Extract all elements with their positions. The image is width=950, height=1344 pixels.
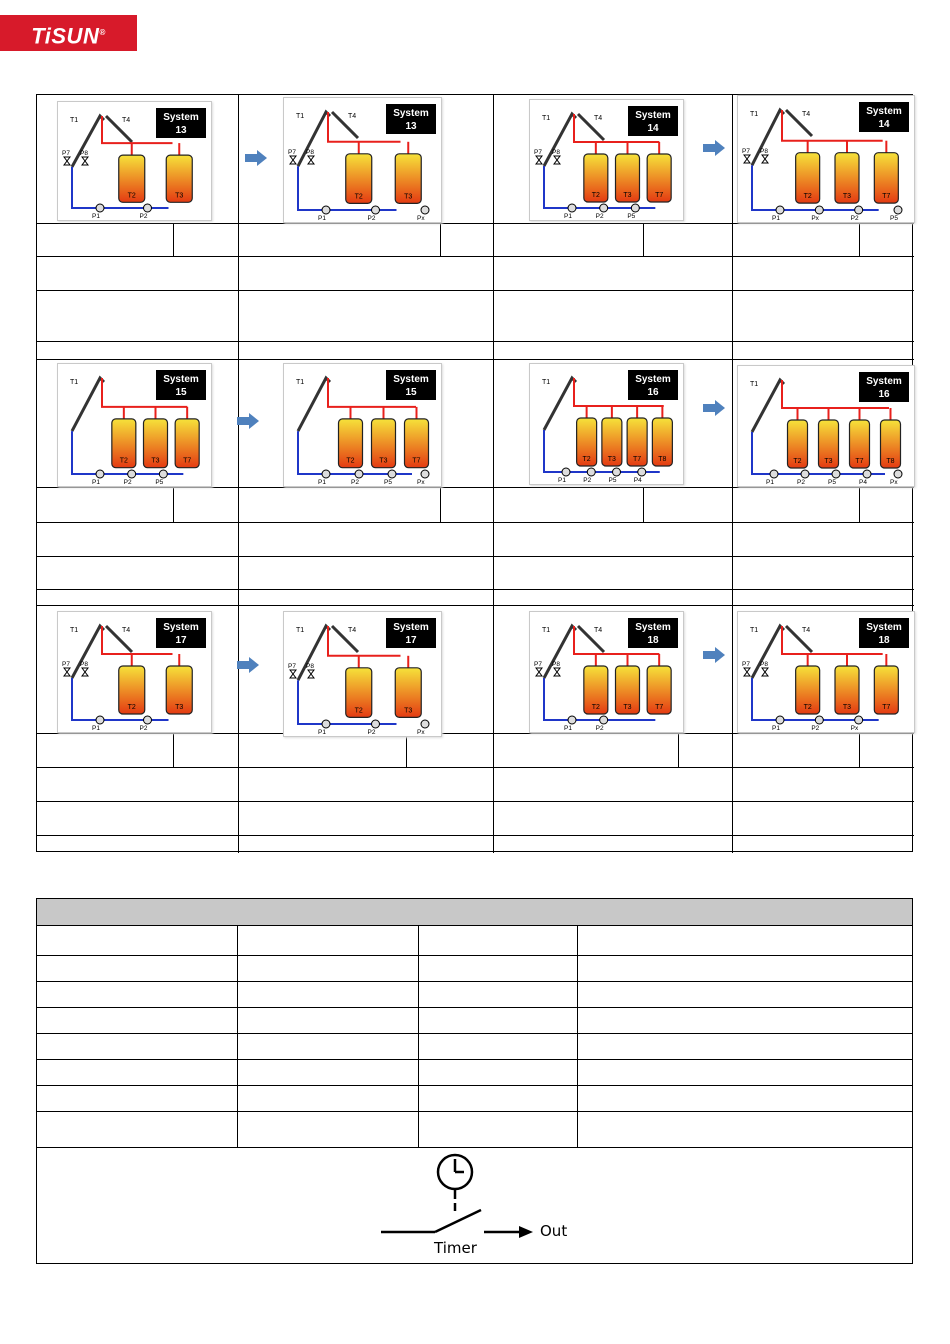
- tank-label: T8: [886, 458, 895, 465]
- row-rule: [37, 359, 914, 360]
- cell-rule: [643, 223, 644, 256]
- sensor-label: T4: [802, 111, 811, 118]
- row-rule: [37, 955, 912, 956]
- system-number: 14: [647, 123, 659, 134]
- valve-icon: [308, 670, 314, 678]
- row-rule: [37, 341, 914, 342]
- system-schematic: [530, 364, 683, 484]
- system-label: System: [635, 374, 671, 385]
- pump-icon: [128, 470, 136, 478]
- tank-label: T2: [127, 192, 136, 200]
- pump-label: P1: [92, 213, 100, 220]
- pump-icon: [421, 470, 429, 478]
- pump-icon: [613, 468, 621, 476]
- pump-icon: [776, 206, 784, 214]
- row-rule: [37, 1111, 912, 1112]
- pump-label: Px: [417, 729, 425, 736]
- valve-label: P7: [534, 149, 542, 156]
- system-diagram: [737, 365, 915, 487]
- cell-rule: [859, 487, 860, 522]
- system-number: 18: [647, 635, 659, 646]
- tank-label: T2: [591, 704, 600, 711]
- systems-grid: [36, 94, 913, 852]
- pump-label: P5: [384, 479, 392, 486]
- system-label: System: [163, 374, 199, 385]
- pump-icon: [562, 468, 570, 476]
- pump-icon: [372, 206, 380, 214]
- valve-label: P8: [80, 661, 88, 668]
- system-label: System: [163, 622, 199, 633]
- cell-rule: [440, 223, 441, 256]
- valve-label: P7: [534, 661, 542, 668]
- column-rule: [238, 95, 239, 853]
- arrow-right-icon: [703, 647, 725, 663]
- pump-icon: [144, 716, 152, 724]
- sensor-label: T1: [542, 115, 551, 122]
- tank-label: T7: [655, 192, 664, 199]
- system-schematic: [284, 612, 441, 736]
- tank-label: T3: [824, 458, 833, 465]
- tank-label: T7: [882, 193, 891, 201]
- row-rule: [37, 605, 914, 606]
- tank-label: T8: [658, 456, 667, 463]
- pump-icon: [600, 204, 608, 212]
- pump-icon: [776, 716, 784, 724]
- system-number: 13: [405, 121, 417, 132]
- valve-icon: [762, 668, 768, 676]
- sensor-label: T1: [296, 627, 305, 634]
- arrow-right-icon: [703, 400, 725, 416]
- pump-icon: [631, 204, 639, 212]
- pump-label: Px: [850, 725, 859, 732]
- column-rule: [418, 925, 419, 1147]
- out-arrow-icon: [519, 1226, 533, 1238]
- pump-icon: [388, 470, 396, 478]
- tank-label: T3: [607, 456, 616, 463]
- system-label: System: [866, 622, 902, 633]
- pump-icon: [144, 204, 152, 212]
- tank-label: T2: [354, 193, 363, 201]
- cell-rule: [859, 733, 860, 767]
- valve-label: P8: [306, 663, 314, 670]
- tank-label: T3: [842, 704, 852, 711]
- column-rule: [493, 95, 494, 853]
- valve-icon: [744, 155, 750, 163]
- row-rule: [37, 835, 914, 836]
- sensor-label: T4: [802, 627, 811, 634]
- pump-label: P1: [92, 725, 100, 732]
- function-table: [36, 898, 913, 1264]
- sensor-label: T4: [594, 627, 603, 634]
- system-label: System: [866, 376, 902, 387]
- pump-icon: [421, 206, 429, 214]
- tank-label: T2: [582, 456, 591, 463]
- sensor-label: T4: [122, 117, 131, 124]
- sensor-label: T4: [348, 113, 357, 120]
- valve-label: P8: [552, 661, 560, 668]
- system-number: 14: [878, 119, 890, 130]
- valve-icon: [554, 156, 560, 164]
- pump-label: P1: [558, 477, 566, 484]
- valve-label: P8: [760, 661, 768, 668]
- sensor-label: T4: [122, 627, 131, 634]
- arrow-right-icon: [237, 657, 259, 673]
- system-schematic: [738, 96, 914, 222]
- pump-label: P1: [318, 479, 326, 486]
- pump-label: P2: [811, 725, 820, 732]
- tank-label: T7: [655, 704, 664, 711]
- system-label: System: [866, 106, 902, 117]
- sensor-label: T1: [296, 113, 305, 120]
- system-schematic: [58, 364, 211, 486]
- pump-icon: [832, 470, 840, 478]
- tank-label: T2: [803, 193, 812, 201]
- valve-icon: [744, 668, 750, 676]
- pump-label: P4: [633, 477, 642, 484]
- system-label: System: [163, 112, 199, 123]
- system-number: 15: [405, 387, 417, 398]
- sensor-label: T4: [348, 627, 357, 634]
- pump-icon: [96, 470, 104, 478]
- row-rule: [37, 256, 914, 257]
- valve-icon: [536, 668, 542, 676]
- pump-label: P2: [139, 725, 148, 732]
- tank-label: T2: [354, 707, 363, 715]
- system-label: System: [635, 622, 671, 633]
- pump-label: P2: [367, 729, 376, 736]
- pump-icon: [587, 468, 595, 476]
- system-number: 17: [405, 635, 417, 646]
- pump-label: P1: [772, 215, 780, 222]
- pump-icon: [568, 716, 576, 724]
- valve-label: P8: [80, 150, 88, 157]
- pump-icon: [322, 206, 330, 214]
- row-rule: [37, 925, 912, 926]
- valve-label: P8: [306, 149, 314, 156]
- system-schematic: [58, 612, 211, 732]
- sensor-label: T1: [70, 379, 79, 386]
- row-rule: [37, 1085, 912, 1086]
- sensor-label: T1: [296, 379, 305, 386]
- sensor-label: T1: [542, 627, 551, 634]
- pump-label: P2: [595, 725, 604, 732]
- row-rule: [37, 522, 914, 523]
- collector-panel: [298, 112, 330, 166]
- tank-label: T2: [793, 458, 802, 465]
- tank-label: T3: [404, 707, 413, 715]
- out-label: Out: [540, 1222, 568, 1240]
- pump-icon: [372, 720, 380, 728]
- valve-label: P7: [288, 663, 296, 670]
- pump-icon: [894, 206, 902, 214]
- valve-icon: [554, 668, 560, 676]
- system-number: 13: [175, 125, 187, 136]
- pump-icon: [855, 716, 863, 724]
- system-number: 16: [878, 389, 890, 400]
- system-diagram: [283, 363, 442, 487]
- cell-rule: [678, 733, 679, 767]
- tank-label: T2: [127, 704, 136, 711]
- pump-label: P5: [608, 477, 617, 484]
- sensor-label: T1: [542, 379, 551, 386]
- pump-icon: [770, 470, 778, 478]
- pump-label: P5: [890, 215, 898, 222]
- tank-label: T7: [855, 458, 864, 465]
- valve-icon: [290, 156, 296, 164]
- row-rule: [37, 1059, 912, 1060]
- row-rule: [37, 801, 914, 802]
- pump-label: P1: [766, 479, 774, 486]
- pump-icon: [322, 720, 330, 728]
- system-schematic: [284, 364, 441, 486]
- system-diagram: [57, 611, 212, 733]
- system-schematic: [738, 366, 914, 486]
- tank-label: T3: [151, 457, 160, 465]
- system-diagram: [283, 611, 442, 737]
- valve-label: P7: [288, 149, 296, 156]
- pump-icon: [355, 470, 363, 478]
- tank-label: T7: [183, 457, 192, 465]
- system-label: System: [635, 110, 671, 121]
- pump-icon: [815, 206, 823, 214]
- valve-icon: [64, 157, 70, 165]
- pump-label: P1: [318, 729, 326, 736]
- row-rule: [37, 1147, 912, 1148]
- pump-icon: [855, 206, 863, 214]
- system-label: System: [393, 622, 429, 633]
- valve-icon: [536, 156, 542, 164]
- system-diagram: [529, 99, 684, 221]
- pump-label: P1: [318, 215, 326, 222]
- valve-label: P7: [742, 148, 750, 155]
- pump-label: P2: [139, 213, 148, 220]
- system-number: 18: [878, 635, 890, 646]
- pump-label: P4: [859, 479, 867, 486]
- pump-icon: [96, 204, 104, 212]
- row-rule: [37, 290, 914, 291]
- valve-icon: [82, 157, 88, 165]
- sensor-label: T1: [70, 627, 79, 634]
- pump-label: P2: [583, 477, 592, 484]
- pump-label: P2: [351, 479, 359, 486]
- pump-icon: [815, 716, 823, 724]
- timer-diagram: [37, 1147, 912, 1263]
- system-label: System: [393, 374, 429, 385]
- system-diagram: [737, 611, 915, 733]
- table-header: [37, 899, 912, 926]
- system-schematic: [738, 612, 914, 732]
- pump-icon: [322, 470, 330, 478]
- system-schematic: [530, 100, 683, 220]
- pump-icon: [96, 716, 104, 724]
- tank-label: T2: [119, 457, 128, 465]
- pump-label: P5: [155, 479, 164, 486]
- row-rule: [37, 1033, 912, 1034]
- tank-label: T3: [623, 704, 632, 711]
- tank-label: T2: [346, 457, 355, 465]
- tank-label: T3: [175, 704, 184, 711]
- row-rule: [37, 556, 914, 557]
- cell-rule: [859, 223, 860, 256]
- system-diagram: [529, 611, 684, 733]
- cell-rule: [173, 487, 174, 522]
- valve-icon: [82, 668, 88, 676]
- collector-panel: [752, 110, 784, 165]
- pump-label: Px: [417, 215, 425, 222]
- cell-rule: [643, 487, 644, 522]
- valve-label: P7: [62, 661, 70, 668]
- system-diagram: [57, 363, 212, 487]
- system-schematic: [284, 98, 441, 222]
- tank-label: T3: [842, 193, 852, 201]
- column-rule: [732, 95, 733, 853]
- pump-label: P1: [564, 725, 572, 732]
- pump-icon: [159, 470, 167, 478]
- tank-label: T7: [882, 704, 891, 711]
- valve-icon: [762, 155, 768, 163]
- column-rule: [237, 925, 238, 1147]
- valve-label: P7: [62, 150, 70, 157]
- system-diagram: [529, 363, 684, 485]
- pump-label: P2: [797, 479, 805, 486]
- sensor-label: T4: [594, 115, 603, 122]
- system-schematic: [58, 102, 211, 220]
- pump-icon: [600, 716, 608, 724]
- cell-rule: [173, 733, 174, 767]
- pump-label: P2: [595, 213, 604, 220]
- system-label: System: [393, 108, 429, 119]
- pump-icon: [638, 468, 646, 476]
- system-diagram: [57, 101, 212, 221]
- valve-icon: [64, 668, 70, 676]
- tank-label: T2: [591, 192, 600, 199]
- pump-icon: [894, 470, 902, 478]
- pump-icon: [421, 720, 429, 728]
- timer-label: Timer: [434, 1239, 477, 1257]
- sensor-label: T1: [750, 111, 759, 118]
- valve-icon: [308, 156, 314, 164]
- pump-icon: [568, 204, 576, 212]
- cell-rule: [406, 733, 407, 767]
- row-rule: [37, 767, 914, 768]
- pump-label: Px: [890, 479, 898, 486]
- sensor-label: T1: [750, 381, 759, 388]
- pump-icon: [863, 470, 871, 478]
- system-number: 15: [175, 387, 187, 398]
- row-rule: [37, 981, 912, 982]
- tank-label: T7: [412, 457, 421, 465]
- collector-panel: [298, 626, 330, 680]
- tank-label: T2: [803, 704, 812, 711]
- valve-icon: [290, 670, 296, 678]
- pump-label: P2: [123, 479, 132, 486]
- cell-rule: [173, 223, 174, 256]
- system-schematic: [530, 612, 683, 732]
- sensor-label: T1: [70, 117, 79, 124]
- valve-label: P8: [760, 148, 768, 155]
- pump-label: P1: [92, 479, 100, 486]
- tank-label: T3: [379, 457, 388, 465]
- tank-label: T7: [633, 456, 642, 463]
- cell-rule: [440, 487, 441, 522]
- system-diagram: [737, 95, 915, 223]
- system-number: 17: [175, 635, 187, 646]
- tank-label: T3: [404, 193, 413, 201]
- pump-label: P2: [850, 215, 859, 222]
- arrow-right-icon: [245, 150, 267, 166]
- sensor-label: T1: [750, 627, 759, 634]
- system-number: 16: [647, 387, 659, 398]
- pump-label: P5: [828, 479, 836, 486]
- pump-label: P5: [627, 213, 636, 220]
- brand-logo: TiSUN®: [0, 15, 137, 51]
- pump-label: P1: [772, 725, 780, 732]
- system-diagram: [283, 97, 442, 223]
- pump-icon: [801, 470, 809, 478]
- valve-label: P8: [552, 149, 560, 156]
- pump-label: P2: [367, 215, 376, 222]
- pump-label: Px: [811, 215, 819, 222]
- arrow-right-icon: [237, 413, 259, 429]
- tank-label: T3: [175, 192, 184, 200]
- tank-label: T3: [623, 192, 632, 199]
- row-rule: [37, 1007, 912, 1008]
- column-rule: [577, 925, 578, 1147]
- pump-label: Px: [417, 479, 425, 486]
- pump-label: P1: [564, 213, 572, 220]
- valve-label: P7: [742, 661, 750, 668]
- arrow-right-icon: [703, 140, 725, 156]
- row-rule: [37, 589, 914, 590]
